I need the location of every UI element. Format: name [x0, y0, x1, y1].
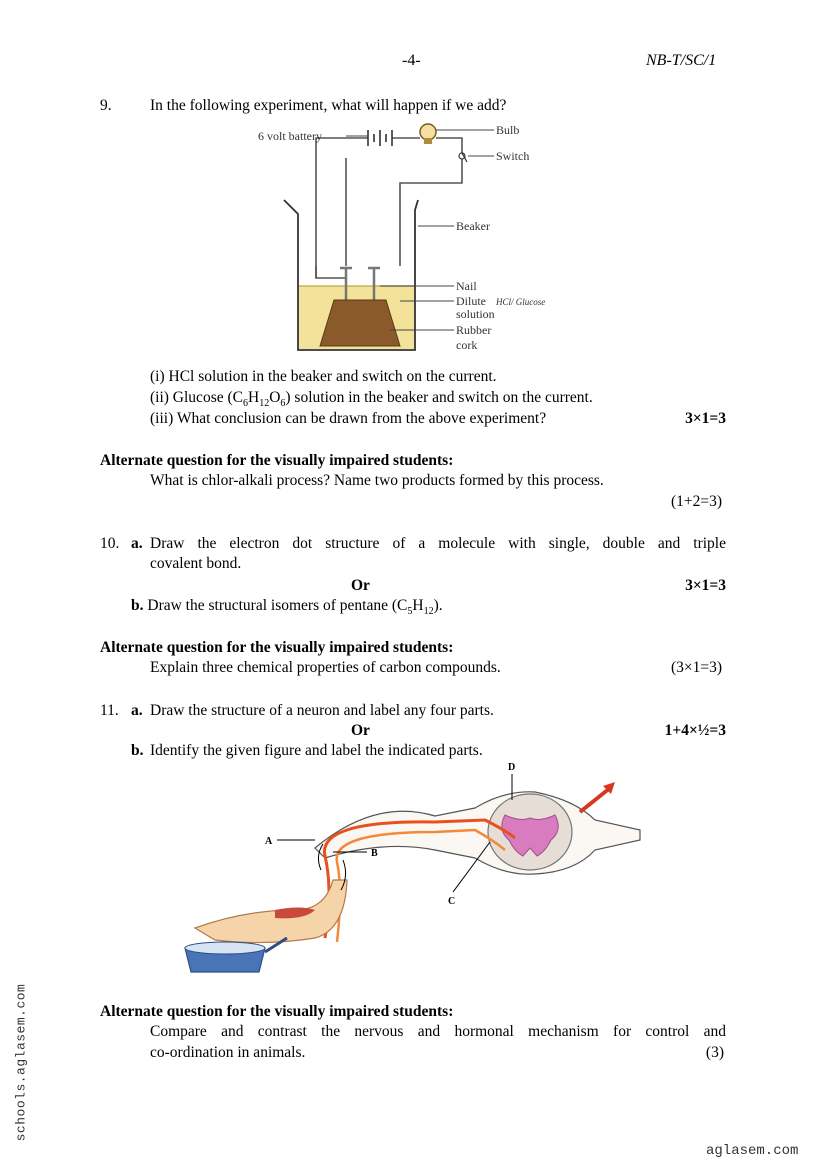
q11-or: Or: [351, 722, 370, 739]
q9-h: H: [247, 389, 260, 406]
arm: [195, 880, 347, 943]
q10-alt-heading: Alternate question for the visually impaired students:: [100, 639, 454, 656]
q11-alt-heading: Alternate question for the visually impaired students:: [100, 1003, 454, 1020]
q10-a-label: a.: [131, 535, 143, 552]
q9-part-ii: [150, 389, 593, 409]
question-number-11: 11.: [100, 702, 119, 719]
q9-sub-h: 12: [259, 398, 270, 410]
q9-sub-c: 6: [242, 398, 248, 410]
q9-circuit-figure: [250, 118, 580, 363]
q10-marks: 3×1=3: [685, 577, 726, 594]
q9-stem: In the following experiment, what will happen if we add?: [150, 97, 507, 114]
battery-icon: [368, 130, 392, 146]
label-beaker: Beaker: [456, 219, 490, 233]
q10-sub-c: 5: [407, 606, 413, 618]
paper-code: NB-T/SC/1: [646, 52, 717, 69]
question-number-9: 9.: [100, 97, 112, 114]
q9-part-ii-post: ) solution in the beaker and switch on the current.: [285, 389, 593, 406]
q10-alt-marks: (3×1=3): [670, 659, 722, 676]
q9-marks: 3×1=3: [685, 410, 726, 427]
side-watermark: schools.aglasem.com: [13, 983, 29, 1142]
footer-watermark: aglasem.com: [706, 1143, 799, 1159]
q11-a-text: Draw the structure of a neuron and label any four parts.: [150, 702, 494, 719]
q10-b-label: b.: [131, 597, 144, 614]
q10-b: [131, 597, 443, 617]
reflex-arc-figure: [175, 760, 655, 980]
label-dilute-handwritten: HCl/ Glucose: [496, 297, 546, 307]
q10-b-post: ).: [433, 597, 443, 614]
q9-part-ii-pre: (ii) Glucose (C: [150, 389, 243, 406]
label-d: D: [508, 762, 516, 773]
question-number-10: 10.: [100, 535, 120, 552]
q11-a-label: a.: [131, 702, 143, 719]
label-solution: solution: [456, 307, 495, 321]
label-bulb: Bulb: [496, 123, 520, 137]
q9-part-iii: (iii) What conclusion can be drawn from the above experiment?: [150, 410, 547, 427]
q10-alt-text: Explain three chemical properties of carbon compounds.: [150, 659, 501, 676]
q10-h: H: [412, 597, 424, 614]
label-battery: 6 volt battery: [258, 129, 322, 143]
q10-b-pre: Draw the structural isomers of pentane (C: [147, 597, 408, 614]
q9-sub-o: 6: [280, 398, 286, 410]
q10-a-text-line2: covalent bond.: [150, 555, 242, 572]
q9-part-i: (i) HCl solution in the beaker and switch on the current.: [150, 368, 497, 385]
q9-alt-text: What is chlor-alkali process? Name two products formed by this process.: [150, 472, 604, 489]
q9-alt-marks: (1+2=3): [670, 493, 722, 510]
bulb-icon: [420, 124, 436, 144]
q11-marks: 1+4×½=3: [664, 722, 726, 739]
rubber-cork: [320, 300, 400, 346]
q11-alt-marks: (3): [705, 1044, 724, 1061]
label-switch: Switch: [496, 149, 530, 163]
switch-icon: [459, 153, 467, 162]
label-rubber: Rubber: [456, 323, 492, 337]
q10-or: Or: [351, 577, 370, 594]
label-c: C: [448, 896, 456, 907]
label-cork: cork: [456, 338, 478, 352]
q11-alt-line1: Compare and contrast the nervous and hormonal mechanism for control and: [150, 1023, 726, 1040]
q11-alt-line2: co-ordination in animals.: [150, 1044, 306, 1061]
label-dilute: Dilute: [456, 294, 486, 308]
circuit-wires: [316, 138, 462, 278]
output-arrow: [580, 788, 610, 812]
q10-sub-h: 12: [423, 606, 434, 618]
q11-b-text: Identify the given figure and label the indicated parts.: [150, 742, 483, 759]
label-nail: Nail: [456, 279, 477, 293]
label-b: B: [371, 848, 378, 859]
q11-b-label: b.: [131, 742, 144, 759]
q9-o: O: [269, 389, 281, 406]
q9-alt-heading: Alternate question for the visually impaired students:: [100, 452, 454, 469]
q10-a-text-line1: Draw the electron dot structure of a molecule with single, double and triple: [150, 535, 726, 552]
label-a: A: [265, 836, 273, 847]
page-number: -4-: [402, 52, 421, 69]
